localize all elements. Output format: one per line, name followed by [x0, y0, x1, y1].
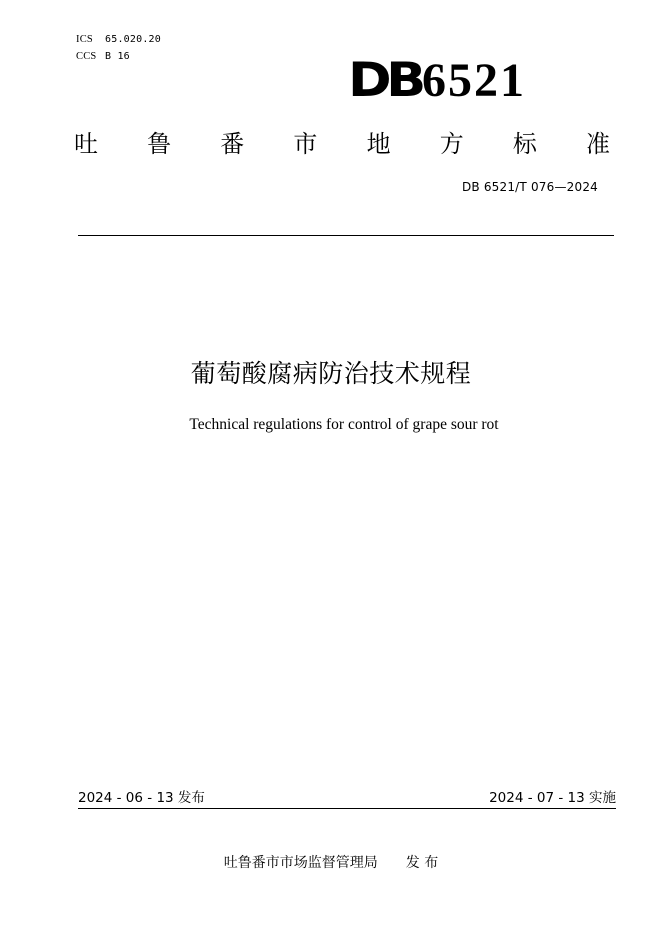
implementation-date: 2024 - 07 - 13 实施	[489, 790, 616, 806]
standard-type-char: 方	[439, 130, 464, 158]
standard-type-char: 标	[512, 130, 537, 158]
issuing-authority	[0, 852, 662, 874]
issuer-action: 发 布	[405, 855, 439, 871]
standard-type-char: 鲁	[147, 130, 172, 158]
ccs-label: CCS	[76, 51, 97, 62]
standard-type-heading	[72, 128, 612, 160]
db-standard-logo	[348, 53, 526, 108]
standard-type-char: 准	[585, 130, 610, 158]
standard-type-char: 市	[293, 130, 318, 158]
standard-type-char: 地	[366, 130, 391, 158]
standard-number: DB 6521/T 076—2024	[461, 180, 598, 194]
ics-code-row	[76, 31, 161, 48]
publish-date: 2024 - 06 - 13 发布	[78, 790, 205, 806]
header-divider	[78, 235, 614, 236]
document-title-english: Technical regulations for control of grape sour rot	[189, 416, 499, 433]
footer-divider	[78, 808, 616, 809]
db-region-number: 6521	[422, 54, 526, 107]
ccs-value: B 16	[105, 51, 130, 62]
standard-type-char: 吐	[74, 130, 98, 158]
ccs-code-row	[76, 48, 161, 65]
ics-value: 65.020.20	[105, 34, 161, 45]
document-title-chinese: 葡萄酸腐病防治技术规程	[190, 359, 472, 388]
db-letters: DB	[348, 53, 421, 108]
ics-label: ICS	[76, 34, 93, 45]
issuer-name: 吐鲁番市市场监督管理局	[223, 855, 378, 871]
classification-codes	[76, 31, 161, 65]
standard-type-char: 番	[220, 130, 245, 158]
